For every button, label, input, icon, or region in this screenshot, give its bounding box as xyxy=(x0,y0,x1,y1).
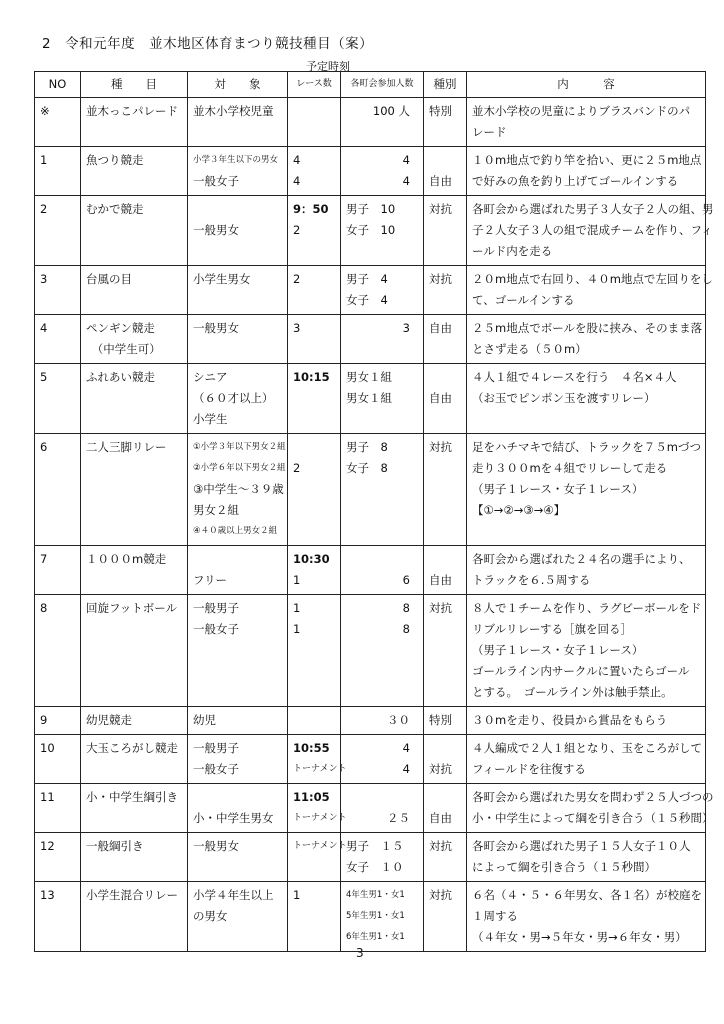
cell-text: トラックを６.５周する xyxy=(472,573,591,587)
cell-target xyxy=(188,266,288,315)
cell-text: 2 xyxy=(293,223,301,237)
cell-text: ①小学３年以下男女２組 xyxy=(193,442,286,452)
cell-text: ②小学６年以下男女２組 xyxy=(193,463,286,473)
cell-text: フィールドを往復する xyxy=(472,762,586,776)
cell-text: 男女１組 xyxy=(346,391,392,405)
cell-text: 回旋フットボール xyxy=(86,601,177,615)
header-races: レース数 xyxy=(288,72,341,98)
cell-text: ２５m地点でボールを股に挟み、そのまま落 xyxy=(472,321,703,335)
cell-text: （中学生可） xyxy=(86,342,161,356)
cell-text: 小・中学生によって綱を引き合う（１５秒間） xyxy=(472,811,714,825)
cell-participants xyxy=(341,266,424,315)
cell-text: 自由 xyxy=(429,811,452,825)
cell-text: 女子 １０ xyxy=(346,860,404,874)
row-number: 11 xyxy=(40,790,55,804)
cell-text: 1 xyxy=(293,622,301,636)
table-body xyxy=(35,98,714,952)
table-row xyxy=(35,882,706,952)
table-row xyxy=(35,707,706,735)
cell-text: 6 xyxy=(402,573,410,587)
row-number: 8 xyxy=(40,601,48,615)
cell-text: 10:30 xyxy=(293,552,330,566)
cell-text xyxy=(429,787,461,808)
cell-text: 子２人女子３人の組で混成チームを作り、フィ xyxy=(472,223,713,237)
cell-text: 男子 １５ xyxy=(346,839,404,853)
cell-races-time xyxy=(288,434,341,546)
cell-text xyxy=(429,367,461,388)
cell-text xyxy=(293,710,335,731)
cell-text: 自由 xyxy=(429,573,452,587)
cell-text: 台風の目 xyxy=(86,272,132,286)
cell-text: 1 xyxy=(293,601,301,615)
cell-text xyxy=(429,150,461,171)
cell-races-time xyxy=(288,147,341,196)
cell-text: 女子 4 xyxy=(346,293,388,307)
cell-event xyxy=(81,98,188,147)
cell-text: 対抗 xyxy=(429,888,452,902)
cell-text: 幼児 xyxy=(193,713,216,727)
cell-text: 2 xyxy=(293,461,301,475)
cell-text: 小学４年生以上 xyxy=(193,888,274,902)
cell-text: 一般男女 xyxy=(193,321,239,335)
cell-event xyxy=(81,546,188,595)
cell-text: 男子 10 xyxy=(346,202,396,216)
header-no: NO xyxy=(35,72,81,98)
cell-text: 足をハチマキで結び、トラックを７５mづつ xyxy=(472,440,702,454)
table-row xyxy=(35,147,706,196)
cell-target xyxy=(188,546,288,595)
cell-text: ６名（４・５・６年男女、各１名）が校庭を xyxy=(472,888,702,902)
cell-kind xyxy=(424,833,467,882)
cell-text: 対抗 xyxy=(429,762,452,776)
table-row xyxy=(35,98,706,147)
table-row xyxy=(35,196,706,266)
cell-description xyxy=(467,147,706,196)
cell-text: 【①→②→③→④】 xyxy=(472,503,566,517)
cell-text: トーナメント xyxy=(293,841,347,851)
cell-kind xyxy=(424,546,467,595)
cell-text: ４人１組で４レースを行う ４名×４人 xyxy=(472,370,677,384)
cell-text: ールド内を走る xyxy=(472,244,553,258)
cell-text: 4年生男1・女1 xyxy=(346,890,405,900)
cell-event xyxy=(81,147,188,196)
cell-participants xyxy=(341,98,424,147)
cell-text: 10:15 xyxy=(293,370,330,384)
cell-text: 一般男子 xyxy=(193,741,239,755)
cell-event xyxy=(81,707,188,735)
cell-no xyxy=(35,784,81,833)
cell-text: 各町会から選ばれた男子３人女子２人の組、男 xyxy=(472,202,714,216)
row-number: 10 xyxy=(40,741,55,755)
cell-text: ８人で１チームを作り、ラグビーボールをド xyxy=(472,601,702,615)
cell-text: 2 xyxy=(293,272,301,286)
cell-text: 4 xyxy=(293,153,301,167)
cell-participants xyxy=(341,434,424,546)
cell-text: 各町会から選ばれた男子１５人女子１０人 xyxy=(472,839,691,853)
row-number: 7 xyxy=(40,552,48,566)
cell-text: ④４０歳以上男女２組 xyxy=(193,526,278,536)
cell-no xyxy=(35,364,81,434)
cell-text: 二人三脚リレー xyxy=(86,440,167,454)
cell-kind xyxy=(424,882,467,952)
cell-text: 4 xyxy=(402,174,410,188)
cell-races-time xyxy=(288,266,341,315)
cell-text: 一般綱引き xyxy=(86,839,144,853)
document-title: 2 令和元年度 並木地区体育まつり競技種目（案） xyxy=(42,36,374,52)
cell-text: で好みの魚を釣り上げてゴールインする xyxy=(472,174,679,188)
cell-event xyxy=(81,266,188,315)
cell-text: 自由 xyxy=(429,321,452,335)
cell-text: トーナメント xyxy=(293,813,347,823)
header-kind: 種別 xyxy=(424,72,467,98)
cell-text: むかで競走 xyxy=(86,202,144,216)
cell-text: 男女１組 xyxy=(346,370,392,384)
header-target: 対 象 xyxy=(188,72,288,98)
table-row xyxy=(35,595,706,707)
cell-text: 一般男子 xyxy=(193,601,239,615)
cell-races-time xyxy=(288,364,341,434)
cell-no xyxy=(35,833,81,882)
header-participants: 各町会参加人数 xyxy=(341,72,424,98)
row-number: 3 xyxy=(40,272,48,286)
cell-kind xyxy=(424,266,467,315)
cell-target xyxy=(188,735,288,784)
cell-kind xyxy=(424,98,467,147)
cell-text: 3 xyxy=(402,321,410,335)
cell-kind xyxy=(424,735,467,784)
cell-text: （お玉でピンポン玉を渡すリレー） xyxy=(472,391,656,405)
table-row xyxy=(35,784,706,833)
cell-races-time xyxy=(288,784,347,833)
cell-kind xyxy=(424,196,467,266)
cell-text: て、ゴールインする xyxy=(472,293,575,307)
cell-text xyxy=(193,787,282,808)
cell-kind xyxy=(424,707,467,735)
cell-description xyxy=(467,833,706,882)
cell-no xyxy=(35,147,81,196)
cell-target xyxy=(188,98,288,147)
cell-participants xyxy=(341,147,424,196)
cell-text: 小学生混合リレー xyxy=(86,888,178,902)
cell-text: 11:05 xyxy=(293,790,330,804)
cell-text: 8 xyxy=(402,622,410,636)
cell-target xyxy=(188,707,288,735)
cell-kind xyxy=(424,434,467,546)
cell-text: （男子１レース・女子１レース） xyxy=(472,643,644,657)
cell-text: ４人編成で２人１組となり、玉をころがして xyxy=(472,741,702,755)
row-number: 5 xyxy=(40,370,48,384)
cell-text: とさず走る（５０m） xyxy=(472,342,587,356)
cell-races-time xyxy=(288,735,347,784)
cell-event xyxy=(81,364,188,434)
cell-text: 5年生男1・女1 xyxy=(346,911,405,921)
cell-text: 4 xyxy=(402,153,410,167)
cell-text: 4 xyxy=(402,741,410,755)
cell-description xyxy=(467,315,706,364)
cell-no xyxy=(35,315,81,364)
cell-text: 3 xyxy=(293,321,301,335)
cell-text: （男子１レース・女子１レース） xyxy=(472,482,644,496)
cell-description xyxy=(467,735,706,784)
cell-kind xyxy=(424,784,467,833)
cell-target xyxy=(188,196,288,266)
cell-target xyxy=(188,364,288,434)
cell-description xyxy=(467,784,714,833)
cell-text: 男子 8 xyxy=(346,440,388,454)
cell-text: とする。 ゴールライン外は触手禁止。 xyxy=(472,685,673,699)
cell-description xyxy=(467,707,706,735)
cell-target xyxy=(188,434,288,546)
cell-event xyxy=(81,595,188,707)
cell-participants xyxy=(341,315,424,364)
cell-text: トーナメント xyxy=(293,764,347,774)
cell-text: １周する xyxy=(472,909,518,923)
cell-description xyxy=(467,98,706,147)
cell-text: 一般女子 xyxy=(193,762,239,776)
cell-text xyxy=(293,437,335,458)
cell-description xyxy=(467,595,706,707)
cell-text: 特別 xyxy=(429,104,452,118)
cell-text: 並木っこパレード xyxy=(86,104,178,118)
cell-no xyxy=(35,196,81,266)
cell-text xyxy=(346,787,418,808)
cell-text: フリー xyxy=(193,573,228,587)
cell-description xyxy=(467,434,706,546)
cell-text: （４年女・男→５年女・男→６年女・男） xyxy=(472,930,687,944)
cell-text: によって綱を引き合う（１５秒間） xyxy=(472,860,656,874)
row-number: ※ xyxy=(40,104,50,118)
cell-text: 1 xyxy=(293,888,301,902)
cell-text: 対抗 xyxy=(429,440,452,454)
table-row xyxy=(35,833,706,882)
cell-no xyxy=(35,882,81,952)
cell-text: １０m地点で釣り竿を拾い、更に２５m地点 xyxy=(472,153,702,167)
cell-text: 各町会から選ばれた男女を問わず２５人づつの xyxy=(472,790,714,804)
cell-event xyxy=(81,196,188,266)
cell-text: 男子 4 xyxy=(346,272,388,286)
cell-text: の男女 xyxy=(193,909,228,923)
cell-no xyxy=(35,434,81,546)
cell-participants xyxy=(341,546,424,595)
cell-text xyxy=(429,738,461,759)
cell-no xyxy=(35,595,81,707)
cell-description xyxy=(467,196,714,266)
cell-kind xyxy=(424,595,467,707)
row-number: 1 xyxy=(40,153,48,167)
cell-description xyxy=(467,882,706,952)
cell-target xyxy=(188,833,288,882)
cell-text: 幼児競走 xyxy=(86,713,132,727)
cell-text: 対抗 xyxy=(429,839,452,853)
cell-event xyxy=(81,315,188,364)
table-row xyxy=(35,434,706,546)
cell-participants xyxy=(341,882,424,952)
cell-kind xyxy=(424,364,467,434)
cell-text: 並木小学校児童 xyxy=(193,104,274,118)
cell-text xyxy=(193,199,282,220)
cell-participants xyxy=(341,707,424,735)
scheduled-time-caption: 予定時刻 xyxy=(306,60,350,73)
cell-text: 対抗 xyxy=(429,601,452,615)
table-row xyxy=(35,364,706,434)
cell-no xyxy=(35,735,81,784)
table-row xyxy=(35,315,706,364)
cell-text: （６０才以上） xyxy=(193,391,274,405)
cell-text: レード xyxy=(472,125,507,139)
table-row xyxy=(35,546,706,595)
cell-text: 特別 xyxy=(429,713,452,727)
header-description: 内 容 xyxy=(467,72,706,98)
page-number: 3 xyxy=(356,946,364,960)
cell-no xyxy=(35,546,81,595)
row-number: 13 xyxy=(40,888,55,902)
cell-participants xyxy=(341,196,424,266)
cell-text: ゴールライン内サークルに置いたらゴール xyxy=(472,664,690,678)
cell-description xyxy=(467,364,706,434)
cell-text: 一般男女 xyxy=(193,223,239,237)
cell-text: 対抗 xyxy=(429,272,452,286)
cell-text: 1 xyxy=(293,573,301,587)
cell-text xyxy=(429,549,461,570)
cell-text xyxy=(293,101,335,122)
cell-races-time xyxy=(288,595,341,707)
cell-text: 自由 xyxy=(429,174,452,188)
cell-text: 小学３年生以下の男女 xyxy=(193,155,279,165)
cell-text: 小学生 xyxy=(193,412,228,426)
cell-races-time xyxy=(288,833,347,882)
cell-text: 男女２組 xyxy=(193,503,239,517)
row-number: 4 xyxy=(40,321,48,335)
cell-event xyxy=(81,735,188,784)
cell-text: 100 人 xyxy=(372,104,410,118)
cell-races-time xyxy=(288,882,341,952)
cell-participants xyxy=(341,833,424,882)
table-row xyxy=(35,266,706,315)
cell-text: 小・中学生男女 xyxy=(193,811,274,825)
cell-kind xyxy=(424,147,467,196)
cell-races-time xyxy=(288,98,341,147)
cell-description xyxy=(467,266,713,315)
cell-text: 一般男女 xyxy=(193,839,239,853)
cell-text: ２０m地点で右回り、４０m地点で左回りをし xyxy=(472,272,713,286)
cell-text: 一般女子 xyxy=(193,622,239,636)
table-header-row xyxy=(35,72,706,98)
cell-text: 女子 10 xyxy=(346,223,396,237)
cell-text xyxy=(346,549,418,570)
cell-participants xyxy=(341,364,424,434)
row-number: 2 xyxy=(40,202,48,216)
cell-text: ③中学生～３９歳 xyxy=(193,482,284,496)
cell-kind xyxy=(424,315,467,364)
cell-text: 対抗 xyxy=(429,202,452,216)
row-number: 12 xyxy=(40,839,55,853)
cell-event xyxy=(81,833,188,882)
cell-target xyxy=(188,595,288,707)
cell-text: 女子 8 xyxy=(346,461,388,475)
cell-races-time xyxy=(288,315,341,364)
cell-no xyxy=(35,707,81,735)
cell-text: ２５ xyxy=(387,811,410,825)
cell-races-time xyxy=(288,707,341,735)
cell-text: 4 xyxy=(402,762,410,776)
cell-races-time xyxy=(288,546,341,595)
cell-text: 一般女子 xyxy=(193,174,239,188)
cell-text: ３０mを走り、役員から賞品をもらう xyxy=(472,713,668,727)
cell-target xyxy=(188,315,288,364)
cell-target xyxy=(188,882,288,952)
cell-participants xyxy=(341,595,424,707)
cell-text: 小学生男女 xyxy=(193,272,251,286)
cell-target xyxy=(188,784,288,833)
cell-event xyxy=(81,434,188,546)
cell-text: ふれあい競走 xyxy=(86,370,155,384)
cell-text: 4 xyxy=(293,174,301,188)
cell-races-time xyxy=(288,196,341,266)
cell-event xyxy=(81,882,188,952)
cell-text: 魚つり競走 xyxy=(86,153,144,167)
cell-text: 自由 xyxy=(429,391,452,405)
table-row xyxy=(35,735,706,784)
cell-no xyxy=(35,266,81,315)
cell-text: ３０ xyxy=(387,713,410,727)
cell-description xyxy=(467,546,706,595)
cell-text: シニア xyxy=(193,370,228,384)
cell-text xyxy=(193,549,282,570)
cell-text: 9：50 xyxy=(293,202,329,216)
cell-text: 並木小学校の児童によりブラスバンドのパ xyxy=(472,104,691,118)
cell-participants xyxy=(341,784,424,833)
cell-target xyxy=(188,147,288,196)
row-number: 6 xyxy=(40,440,48,454)
cell-text: １０００m競走 xyxy=(86,552,167,566)
cell-text: 大玉ころがし競走 xyxy=(86,741,178,755)
cell-text: 6年生男1・女1 xyxy=(346,932,405,942)
header-event: 種 目 xyxy=(81,72,188,98)
cell-text: 各町会から選ばれた２４名の選手により、 xyxy=(472,552,691,566)
cell-event xyxy=(81,784,188,833)
cell-text: リブルリレーする［旗を回る］ xyxy=(472,622,632,636)
cell-participants xyxy=(341,735,424,784)
row-number: 9 xyxy=(40,713,48,727)
cell-text: 8 xyxy=(402,601,410,615)
cell-text: 10:55 xyxy=(293,741,330,755)
events-table xyxy=(34,71,714,952)
cell-no xyxy=(35,98,81,147)
cell-text: ペンギン競走 xyxy=(86,321,155,335)
cell-text: 走り３００mを４組でリレーして走る xyxy=(472,461,668,475)
cell-text: 小・中学生綱引き xyxy=(86,790,178,804)
